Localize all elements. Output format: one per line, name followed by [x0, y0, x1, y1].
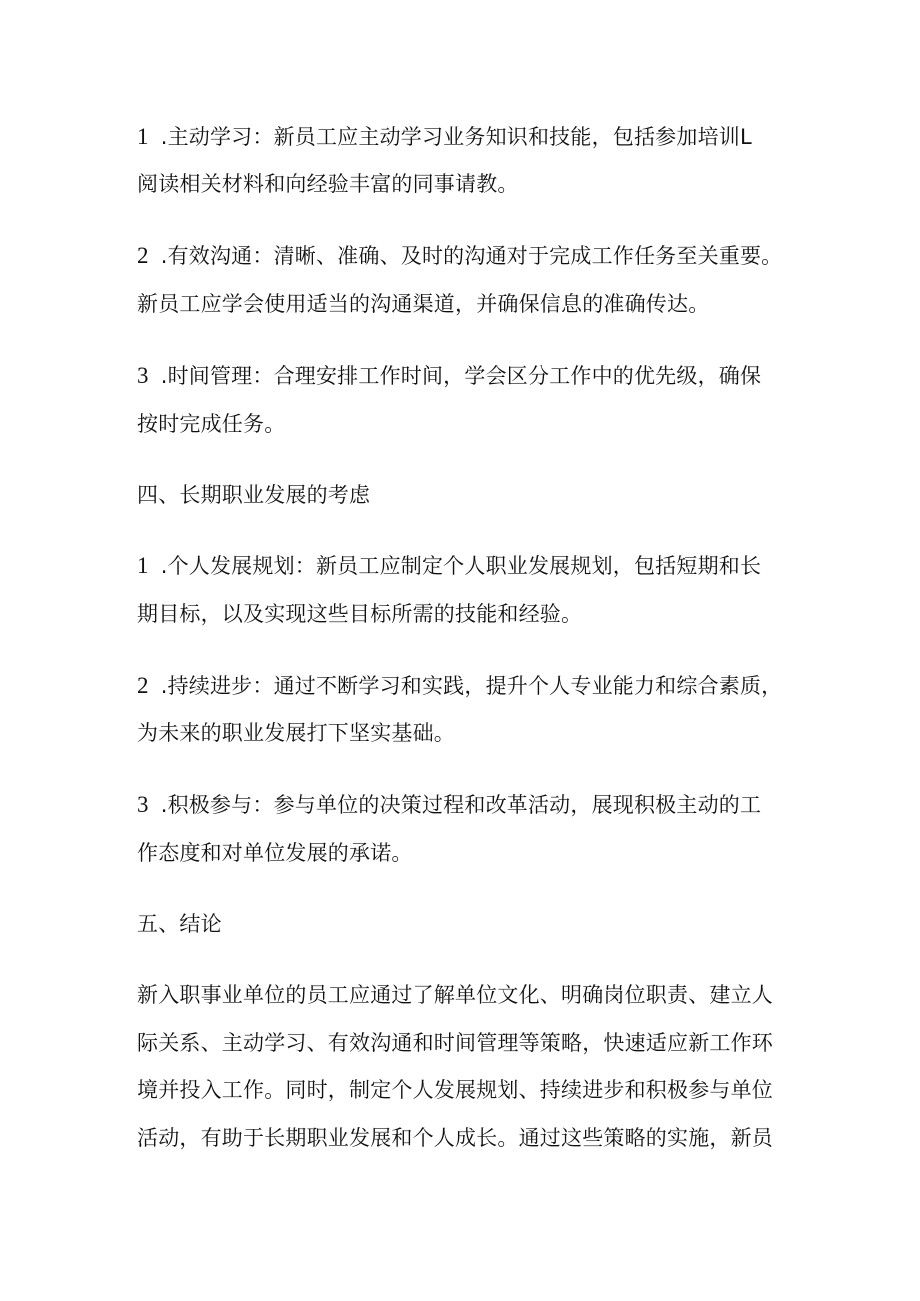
section4-item-1-line-2: 期目标，以及实现这些目标所需的技能和经验。 [137, 602, 583, 626]
section-heading-4: 四、长期职业发展的考虑 [137, 483, 371, 507]
conclusion-line-1: 新入职事业单位的员工应通过了解单位文化、明确岗位职责、建立人 [137, 983, 773, 1007]
section4-item-1-line-1 [137, 553, 761, 579]
item-number: 1 [137, 553, 149, 578]
conclusion-line-2: 际关系、主动学习、有效沟通和时间管理等策略，快速适应新工作环 [137, 1031, 773, 1055]
section4-item-2-line-2: 为未来的职业发展打下坚实基础。 [137, 721, 455, 745]
item-text: .个人发展规划：新员工应制定个人职业发展规划，包括短期和长 [160, 554, 762, 578]
item-2-line-1 [137, 243, 782, 269]
item-number: 1 [137, 124, 149, 149]
conclusion-line-3: 境并投入工作。同时，制定个人发展规划、持续进步和积极参与单位 [137, 1078, 773, 1102]
item-text: .有效沟通：清晰、准确、及时的沟通对于完成工作任务至关重要。 [160, 244, 783, 268]
item-text: .持续进步：通过不断学习和实践，提升个人专业能力和综合素质， [160, 674, 783, 698]
item-text: .时间管理：合理安排工作时间，学会区分工作中的优先级，确保 [160, 364, 762, 388]
section4-item-3-line-2: 作态度和对单位发展的承诺。 [137, 841, 413, 865]
item-3-line-1 [137, 363, 761, 389]
item-number: 2 [137, 673, 149, 698]
item-1-line-2: 阅读相关材料和向经验丰富的同事请教。 [137, 172, 519, 196]
section4-item-3-line-1 [137, 792, 761, 818]
section-heading-5: 五、结论 [137, 912, 222, 936]
item-text: .积极参与：参与单位的决策过程和改革活动，展现积极主动的工 [160, 793, 762, 817]
item-1-line-1 [137, 124, 752, 150]
item-number: 3 [137, 792, 149, 817]
section4-item-2-line-1 [137, 673, 782, 699]
conclusion-line-4: 活动，有助于长期职业发展和个人成长。通过这些策略的实施，新员 [137, 1126, 773, 1150]
item-text: .主动学习：新员工应主动学习业务知识和技能，包括参加培训L [160, 125, 752, 149]
item-number: 2 [137, 243, 149, 268]
item-2-line-2: 新员工应学会使用适当的沟通渠道，并确保信息的准确传达。 [137, 292, 710, 316]
item-number: 3 [137, 363, 149, 388]
item-3-line-2: 按时完成任务。 [137, 412, 286, 436]
